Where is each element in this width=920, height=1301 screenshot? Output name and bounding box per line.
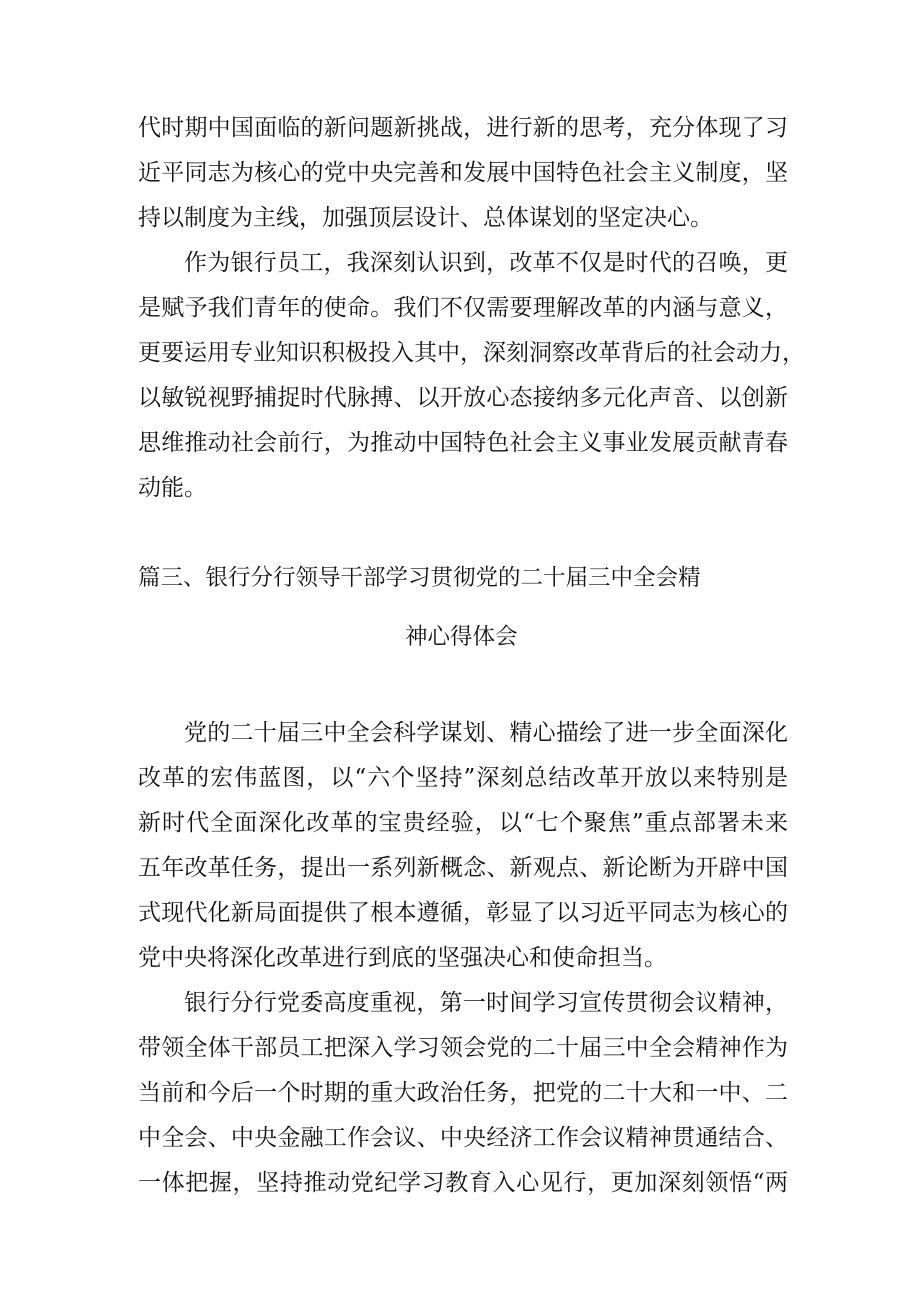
section-heading-line-1: 篇三、银行分行领导干部学习贯彻党的二十届三中全会精 <box>138 565 701 591</box>
body-text-line: 更要运用专业知识积极投入其中，深刻洞察改革背后的社会动力， <box>138 340 805 366</box>
body-text-line: 带领全体干部员工把深入学习领会党的二十届三中全会精神作为 <box>138 1035 788 1061</box>
body-text-line: 银行分行党委高度重视，第一时间学习宣传贯彻会议精神， <box>184 990 788 1016</box>
body-text-line: 式现代化新局面提供了根本遵循，彰显了以习近平同志为核心的 <box>138 900 788 926</box>
body-text-line: 新时代全面深化改革的宝贵经验，以“七个聚焦”重点部署未来 <box>138 810 788 836</box>
body-text-line: 代时期中国面临的新问题新挑战，进行新的思考，充分体现了习 <box>138 115 788 141</box>
body-text-line: 思维推动社会前行，为推动中国特色社会主义事业发展贡献青春 <box>138 430 788 456</box>
body-text-line: 五年改革任务，提出一系列新概念、新观点、新论断为开辟中国 <box>138 855 788 881</box>
body-text-line: 一体把握，坚持推动党纪学习教育入心见行，更加深刻领悟“两 <box>138 1170 788 1196</box>
body-text-line: 党中央将深化改革进行到底的坚强决心和使命担当。 <box>138 945 667 971</box>
body-text-line: 动能。 <box>138 475 207 501</box>
body-text-line: 以敏锐视野捕捉时代脉搏、以开放心态接纳多元化声音、以创新 <box>138 385 788 411</box>
section-heading-line-2: 神心得体会 <box>405 624 518 650</box>
body-text-line: 当前和今后一个时期的重大政治任务，把党的二十大和一中、二 <box>138 1080 788 1106</box>
body-text-line: 党的二十届三中全会科学谋划、精心描绘了进一步全面深化 <box>184 720 788 746</box>
body-text-line: 近平同志为核心的党中央完善和发展中国特色社会主义制度，坚 <box>138 160 788 186</box>
body-text-line: 改革的宏伟蓝图，以“六个坚持”深刻总结改革开放以来特别是 <box>138 765 788 791</box>
body-text-line: 是赋予我们青年的使命。我们不仅需要理解改革的内涵与意义， <box>138 295 788 321</box>
body-text-line: 中全会、中央金融工作会议、中央经济工作会议精神贯通结合、 <box>138 1125 788 1151</box>
body-text-line: 作为银行员工，我深刻认识到，改革不仅是时代的召唤，更 <box>184 250 788 276</box>
body-text-line: 持以制度为主线，加强顶层设计、总体谋划的坚定决心。 <box>138 205 713 231</box>
